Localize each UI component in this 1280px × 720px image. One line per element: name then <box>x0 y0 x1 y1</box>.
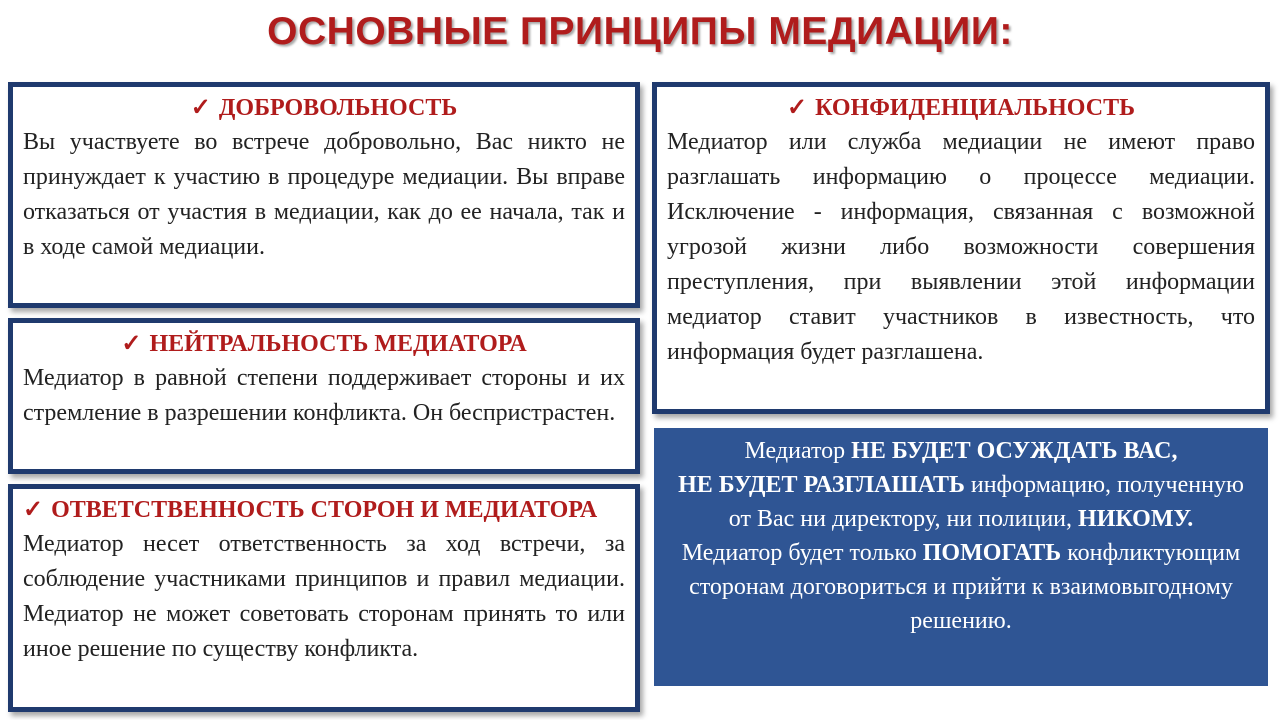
principle-heading <box>23 91 625 125</box>
note-emphasis: НЕ БУДЕТ ОСУЖДАТЬ ВАС, <box>851 438 1178 464</box>
principle-responsibility <box>8 484 640 712</box>
check-icon: ✓ <box>121 331 142 357</box>
principle-voluntariness <box>8 82 640 308</box>
note-text: Медиатор будет только <box>681 540 923 566</box>
check-icon: ✓ <box>787 95 808 121</box>
principle-heading-text: ДОБРОВОЛЬНОСТЬ <box>218 95 458 121</box>
principle-heading-text: ОТВЕТСТВЕННОСТЬ СТОРОН И МЕДИАТОРА <box>51 497 598 523</box>
page-title: ОСНОВНЫЕ ПРИНЦИПЫ МЕДИАЦИИ: <box>267 10 1013 53</box>
note-text: Медиатор <box>744 438 852 464</box>
note-emphasis: НИКОМУ. <box>1078 506 1194 532</box>
principle-heading-text: КОНФИДЕНЦИАЛЬНОСТЬ <box>815 95 1135 121</box>
note-text: информацию, полученную от Вас ни директору, ни полиции, <box>728 472 1244 532</box>
check-icon: ✓ <box>23 497 44 523</box>
principle-confidentiality <box>652 82 1270 414</box>
note-emphasis: НЕ БУДЕТ РАЗГЛАШАТЬ <box>678 472 965 498</box>
principle-neutrality <box>8 318 640 474</box>
principle-heading <box>23 493 625 527</box>
note-text: конфликтующим сторонам договориться и прийти к взаимовыгодному решению. <box>689 540 1241 634</box>
principle-text: Вы участвуете во встрече добровольно, Вас никто не принуждает к участию в процедуре медиации. Вы вправе отказаться от участия в медиации, как до ее начала, так и в ходе самой медиации. <box>23 129 625 260</box>
principle-text: Медиатор в равной степени поддерживает стороны и их стремление в разрешении конфликта. Он беспристрастен. <box>23 365 625 426</box>
principle-text: Медиатор или служба медиации не имеют право разглашать информацию о процессе медиации. Исключение - информация, связанная с возможной угрозой жизни либо возможности совершения преступления, при выявлении этой информации медиатор ставит участников в известность, что информация будет разглашена. <box>667 129 1255 365</box>
principle-heading <box>667 91 1255 125</box>
principle-text: Медиатор несет ответственность за ход встречи, за соблюдение участниками принципов и правил медиации. Медиатор не может советовать сторонам принять то или иное решение по существу конфликта. <box>23 531 625 662</box>
check-icon: ✓ <box>190 95 211 121</box>
note-emphasis: ПОМОГАТЬ <box>922 540 1062 566</box>
principle-heading <box>23 327 625 361</box>
mediator-note <box>654 428 1268 686</box>
principle-heading-text: НЕЙТРАЛЬНОСТЬ МЕДИАТОРА <box>149 331 527 357</box>
